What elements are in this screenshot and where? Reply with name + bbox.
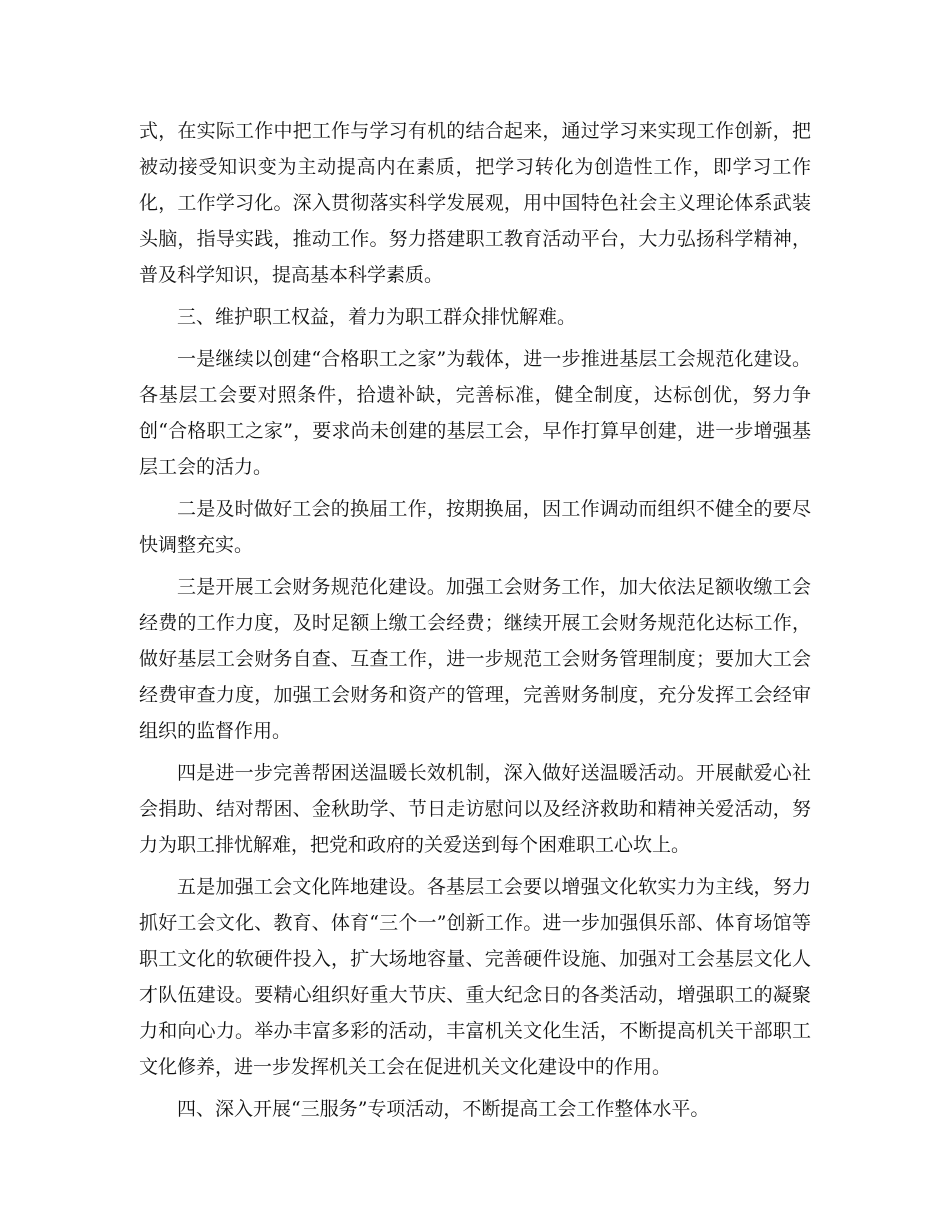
paragraph-continued: 式，在实际工作中把工作与学习有机的结合起来，通过学习来实现工作创新，把被动接受知识变为主动提高内在素质，把学习转化为创造性工作，即学习工作化，工作学习化。深入贯彻落实科学发展观，用中国特色社会主义理论体系武装头脑，指导实践，推动工作。努力搭建职工教育活动平台，大力弘扬科学精神，普及科学知识，提高基本科学素质。 (139, 120, 811, 286)
paragraph-item-4: 四是进一步完善帮困送温暖长效机制，深入做好送温暖活动。开展献爱心社会捐助、结对帮困、金秋助学、节日走访慰问以及经济救助和精神关爱活动，努力为职工排忧解难，把党和政府的关爱送到每个困难职工心坎上。 (139, 762, 811, 856)
paragraph-item-5: 五是加强工会文化阵地建设。各基层工会要以增强文化软实力为主线，努力抓好工会文化、教育、体育“三个一”创新工作。进一步加强俱乐部、体育场馆等职工文化的软硬件投入，扩大场地容量、完善硬件设施、加强对工会基层文化人才队伍建设。要精心组织好重大节庆、重大纪念日的各类活动，增强职工的凝聚力和向心力。举办丰富多彩的活动，丰富机关文化生活，不断提高机关干部职工文化修养，进一步发挥机关工会在促进机关文化建设中的作用。 (139, 876, 811, 1078)
section-heading-3: 三、维护职工权益，着力为职工群众排忧解难。 (177, 306, 577, 328)
document-body (139, 113, 811, 1127)
section-heading-4: 四、深入开展“三服务”专项活动，不断提高工会工作整体水平。 (177, 1098, 710, 1120)
paragraph-item-3: 三是开展工会财务规范化建设。加强工会财务工作，加大依法足额收缴工会经费的工作力度，及时足额上缴工会经费；继续开展工会财务规范化达标工作，做好基层工会财务自查、互查工作，进一步规范工会财务管理制度；要加大工会经费审查力度，加强工会财务和资产的管理，完善财务制度，充分发挥工会经审组织的监督作用。 (139, 576, 811, 742)
paragraph-item-1: 一是继续以创建“合格职工之家”为载体，进一步推进基层工会规范化建设。各基层工会要对照条件，拾遗补缺，完善标准，健全制度，达标创优，努力争创“合格职工之家”，要求尚未创建的基层工会，早作打算早创建，进一步增强基层工会的活力。 (139, 348, 811, 478)
paragraph-item-2: 二是及时做好工会的换届工作，按期换届，因工作调动而组织不健全的要尽快调整充实。 (139, 498, 811, 556)
